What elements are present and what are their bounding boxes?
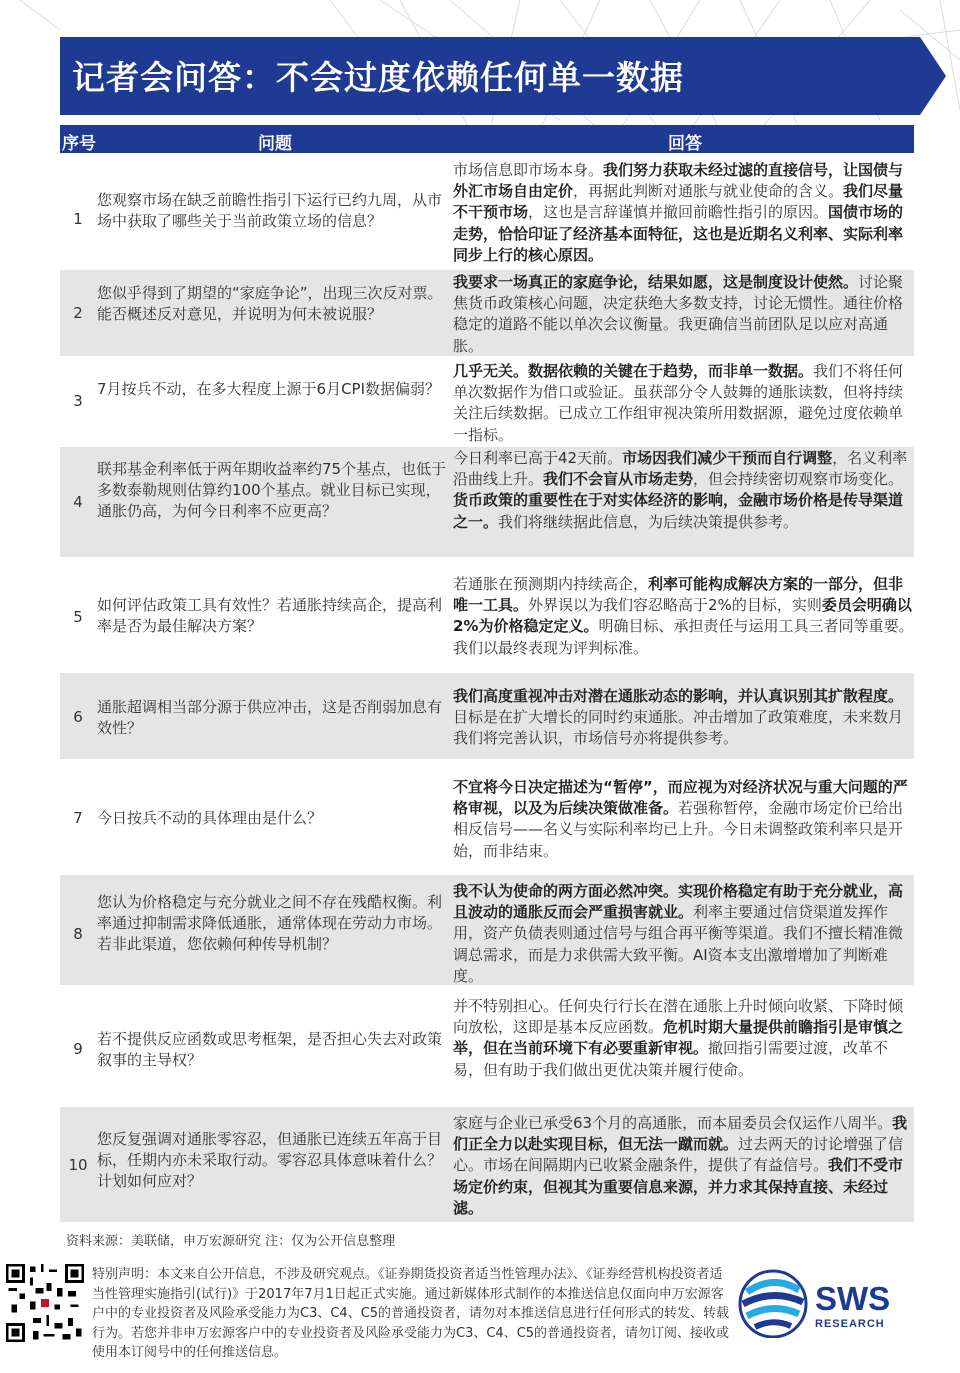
title-arrow — [920, 37, 946, 115]
answer-segment: 并不特别担心。任何央行行长在潜在通胀上升时倾向收紧、下降时倾向放松，这即是基本反应函数。 — [453, 997, 904, 1037]
answer-bold-segment: 国债市场的走势，恰恰印证了经济基本面特征，这也是近期名义利率、实际利率同步上行的核心原因。 — [453, 203, 904, 264]
row-number: 3 — [73, 392, 83, 410]
answer-segment: 过去两天的讨论增强了信心。市场在间隔期内已收紧金融条件，提供了有益信号。 — [453, 1135, 904, 1175]
answer-bold-segment: 委员会明确以2%为价格稳定定义。 — [453, 596, 912, 636]
logo-name: SWS — [815, 1280, 891, 1317]
qr-code-icon — [6, 1264, 84, 1342]
answer-bold-segment: 我们不受市场定价约束，但视其为重要信息来源，并力求其保持直接、未经过滤。 — [453, 1156, 904, 1217]
row-question: 您反复强调对通胀零容忍，但通胀已连续五年高于目标，任期内亦未采取行动。零容忍具体意味着什么？计划如何应对？ — [97, 1130, 443, 1190]
answer-bold-segment: 我要求一场真正的家庭争论，结果如愿，这是制度设计使然。 — [453, 273, 859, 291]
table-row — [60, 359, 914, 444]
row-answer — [453, 361, 915, 446]
answer-segment: 撤回指引需要过渡，改革不易，但有助于我们做出更优决策并履行使命。 — [453, 1039, 889, 1079]
row-answer — [453, 448, 915, 533]
row-answer — [453, 777, 915, 862]
row-answer — [453, 272, 915, 357]
row-question: 今日按兵不动的具体理由是什么？ — [97, 809, 323, 827]
row-question: 您认为价格稳定与充分就业之间不存在残酷权衡。利率通过抑制需求降低通胀，通常体现在劳动力市场。若非此渠道，您依赖何种传导机制？ — [97, 893, 443, 953]
answer-bold-segment: 我们高度重视冲击对潜在通胀动态的影响，并认真识别其扩散程度。 — [453, 687, 904, 705]
answer-bold-segment: 货币政策的重要性在于对实体经济的影响，金融市场价格是传导渠道之一。 — [453, 491, 904, 531]
table-row — [60, 988, 914, 1104]
answer-bold-segment: 市场因我们减少干预而自行调整 — [622, 449, 833, 467]
answer-segment: ，但会持续密切观察市场变化。 — [693, 470, 904, 489]
table-row — [60, 560, 914, 670]
row-number: 4 — [73, 493, 83, 511]
answer-segment: 若强称暂停，金融市场定价已给出相反信号——名义与实际利率均已上升。今日未调整政策利率只是开始，而非结束。 — [453, 799, 904, 860]
answer-bold-segment: 我们不会盲从市场走势 — [543, 470, 694, 489]
table-row — [60, 673, 914, 759]
row-answer — [453, 574, 915, 659]
row-number: 10 — [68, 1156, 88, 1174]
answer-segment: 明确目标、承担责任与运用工具三者同等重要。我们以最终表现为评判标准。 — [453, 617, 914, 657]
answer-segment: ，这也是言辞谨慎并撤回前瞻性指引的原因。 — [528, 203, 829, 222]
row-question: 7月按兵不动，在多大程度上源于6月CPI数据偏弱？ — [97, 380, 441, 398]
answer-segment: 市场信息即市场本身。 — [453, 161, 604, 179]
table-header — [60, 125, 914, 153]
row-answer — [453, 1113, 915, 1219]
answer-segment: 今日利率已高于42天前。 — [453, 449, 623, 467]
row-number: 7 — [73, 809, 83, 827]
answer-bold-segment: 我们尽量不干预市场 — [453, 182, 904, 222]
answer-bold-segment: 我们努力获取未经过滤的直接信号，让国债与外汇市场自由定价 — [453, 161, 904, 201]
header-answer: 回答 — [668, 134, 702, 154]
header-num: 序号 — [62, 134, 96, 154]
row-number: 8 — [73, 925, 83, 943]
answer-bold-segment: 利率可能构成解决方案的一部分，但非唯一工具。 — [453, 575, 904, 615]
row-answer — [453, 881, 915, 987]
row-question: 若不提供反应函数或思考框架，是否担心失去对政策叙事的主导权？ — [97, 1030, 443, 1069]
row-number: 1 — [73, 210, 83, 228]
row-answer — [453, 996, 915, 1081]
answer-segment: 目标是在扩大增长的同时约束通胀。冲击增加了政策难度，未来数月我们将完善认识，市场信号亦将提供参考。 — [453, 708, 904, 748]
row-answer — [453, 686, 915, 750]
disclaimer: 特别声明：本文来自公开信息，不涉及研究观点。《证券期货投资者适当性管理办法》、《证券经营机构投资者适当性管理实施指引(试行)》于2017年7月1日起正式实施。通过新媒体形式制作的本推送信息仅面向申万宏源客户中的专业投资者及风险承受能力为C3、C4、C5的普通投资者，请勿对本推送信息进行任何形式的转发、转载行为。若您并非申万宏源客户中的专业投资者及风险承受能力为C3、C4、C5的普通投资者，请勿订阅、接收或使用本订阅号中的任何推送信息。 — [92, 1267, 730, 1360]
table-row — [60, 1107, 914, 1222]
answer-bold-segment: 危机时期大量提供前瞻指引是审慎之举，但在当前环境下有必要重新审视。 — [453, 1018, 904, 1058]
answer-bold-segment: 我们正全力以赴实现目标，但无法一蹴而就。 — [453, 1114, 908, 1154]
row-question: 如何评估政策工具有效性？若通胀持续高企，提高利率是否为最佳解决方案？ — [97, 596, 443, 635]
header-question: 问题 — [258, 134, 292, 154]
answer-bold-segment: 几乎无关。数据依赖的关键在于趋势，而非单一数据。 — [453, 362, 814, 380]
answer-segment: 利率主要通过信贷渠道发挥作用，资产负债表则通过信号与组合再平衡等渠道。我们不擅长精准微调总需求，而是力求供需大致平衡。AI资本支出激增增加了判断难度。 — [453, 903, 904, 985]
table-row — [60, 157, 914, 267]
row-question: 您观察市场在缺乏前瞻性指引下运行已约九周，从市场中获取了哪些关于当前政策立场的信息？ — [97, 191, 443, 230]
answer-segment: 外界误以为我们容忍略高于2%的目标，实则 — [528, 596, 822, 615]
row-number: 9 — [73, 1040, 83, 1058]
row-number: 2 — [73, 304, 83, 322]
row-question: 联邦基金利率低于两年期收益率约75个基点，也低于多数泰勒规则估算约100个基点。就业目标已实现，通胀仍高，为何今日利率不应更高？ — [97, 460, 447, 520]
answer-segment: ，再据此判断对通胀与就业使命的含义。 — [573, 182, 844, 201]
row-number: 5 — [73, 608, 83, 626]
row-answer — [453, 160, 915, 266]
table-row — [60, 875, 914, 985]
answer-segment: 家庭与企业已承受63个月的高通胀，而本届委员会仅运作八周半。 — [453, 1114, 893, 1132]
answer-segment: 我们不将任何单次数据作为借口或验证。虽获部分令人鼓舞的通胀读数，但将持续关注后续数据。已成立工作组审视决策所用数据源，避免过度依赖单一指标。 — [453, 362, 904, 444]
answer-segment: ，名义利率沿曲线上升。 — [453, 449, 908, 489]
row-question: 您似乎得到了期望的“家庭争论”，出现三次反对票。能否概述反对意见，并说明为何未被说服？ — [97, 284, 443, 323]
answer-bold-segment: 不宜将今日决定描述为“暂停”，而应视为对经济状况与重大问题的严格审视，以及为后续决策做准备。 — [453, 778, 908, 818]
table-row — [60, 762, 914, 872]
row-question: 通胀超调相当部分源于供应冲击，这是否削弱加息有效性？ — [97, 698, 443, 737]
table-row — [60, 447, 914, 557]
table-row — [60, 270, 914, 356]
answer-bold-segment: 我不认为使命的两方面必然冲突。实现价格稳定有助于充分就业，高且波动的通胀反而会严重损害就业。 — [453, 882, 904, 922]
answer-segment: 我们将继续据此信息，为后续决策提供参考。 — [498, 512, 799, 531]
page-title: 记者会问答：不会过度依赖任何单一数据 — [72, 58, 684, 97]
row-number: 6 — [73, 708, 83, 726]
answer-segment: 讨论聚焦货币政策核心问题，决定获绝大多数支持，讨论无惯性。通往价格稳定的道路不能以单次会议衡量。我更确信当前团队足以应对高通胀。 — [453, 273, 904, 355]
logo-subtitle: RESEARCH — [815, 1318, 885, 1330]
answer-segment: 若通胀在预测期内持续高企， — [453, 575, 649, 593]
source-note: 资料来源：美联储，申万宏源研究 注：仅为公开信息整理 — [66, 1234, 396, 1249]
